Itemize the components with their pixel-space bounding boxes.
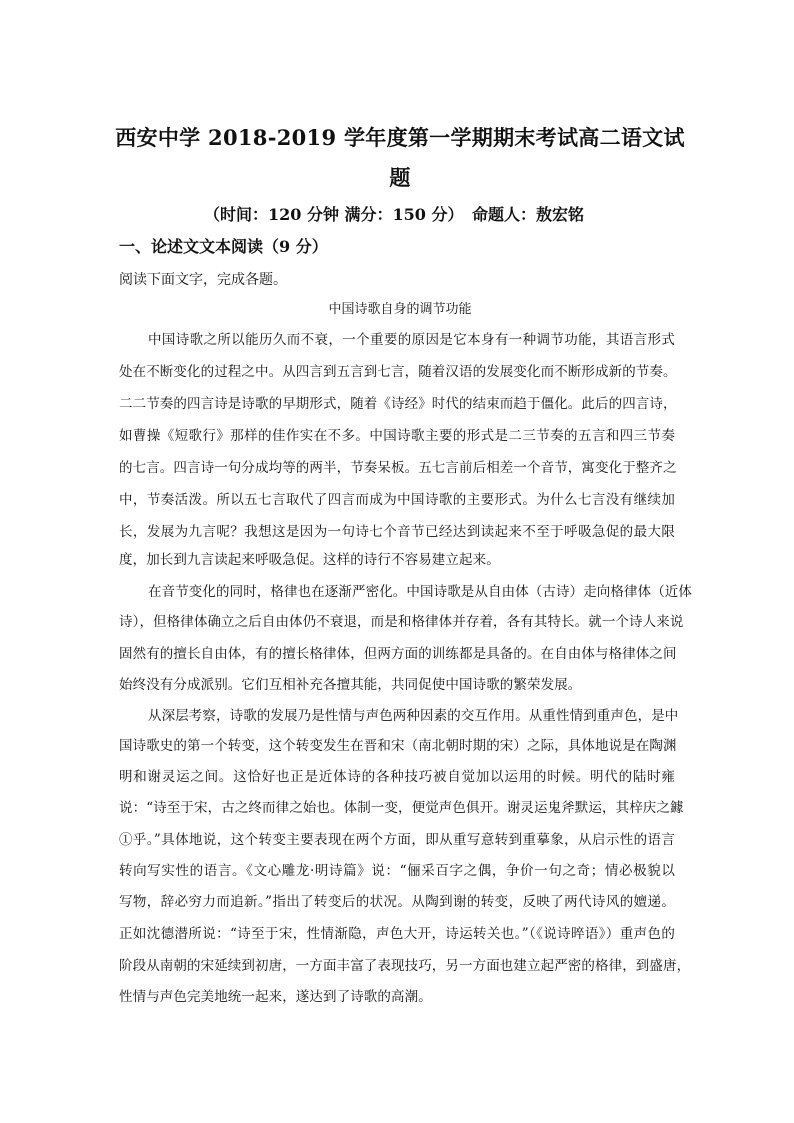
article-line: 长，发展为九言呢？我想这是因为一句诗七个音节已经达到读起来不至于呼吸急促的最大限 — [119, 524, 675, 540]
article-line: 中，节奏活泼。所以五七言取代了四言而成为中国诗歌的主要形式。为什么七言没有继续加 — [119, 492, 675, 508]
article-line: 度，加长到九言读起来呼吸急促。这样的诗行不容易建立起来。 — [119, 552, 500, 568]
article-line: 转向写实性的语言。《文心雕龙·明诗篇》说：“俪采百字之偶，争价一句之奇；情必极貌以 — [119, 863, 675, 879]
article-line: 写物，辞必穷力而追新。”指出了转变后的状况。从陶到谢的转变，反映了两代诗风的嬗递。 — [119, 894, 675, 910]
author-info: 命题人：敖宏铭 — [472, 205, 585, 224]
article-line: 性情与声色完美地统一起来，遂达到了诗歌的高潮。 — [119, 989, 432, 1005]
article-line: 说：“诗至于宋，古之终而律之始也。体制一变，便觉声色俱开。谢灵运鬼斧默运，其梓庆之鐻 — [119, 800, 684, 816]
article-line: 始终没有分成派别。它们互相补充各擅其能，共同促使中国诗歌的繁荣发展。 — [119, 677, 582, 693]
article-line: 如曹操《短歌行》那样的佳作实在不多。中国诗歌主要的形式是二三节奏的五言和四三节奏 — [119, 428, 675, 444]
exam-title-line-1: 西安中学 2018-2019 学年度第一学期期末考试高二语文试 — [115, 125, 685, 150]
time-score-info: （时间：120 分钟 满分：150 分） — [204, 205, 464, 224]
article-line: 处在不断变化的过程之中。从四言到五言到七言，随着汉语的发展变化而不断形成新的节奏。 — [119, 364, 677, 380]
article-line: 中国诗歌之所以能历久而不衰，一个重要的原因是它本身有一种调节功能，其语言形式 — [148, 332, 675, 348]
article-line: 二二节奏的四言诗是诗歌的早期形式，随着《诗经》时代的结束而趋于僵化。此后的四言诗， — [119, 396, 677, 412]
article-line: 在音节变化的同时，格律也在逐渐严密化。中国诗歌是从自由体（古诗）走向格律体（近体 — [148, 584, 692, 600]
article-line: 阶段从南朝的宋延续到初唐，一方面丰富了表现技巧，另一方面也建立起严密的格律，到盛唐， — [119, 958, 691, 974]
article-line: 正如沈德潜所说：“诗至于宋，性情渐隐，声色大开，诗运转关也。”（《说诗晬语》）重声色的 — [119, 926, 675, 942]
article-line: 从深层考察，诗歌的发展乃是性情与声色两种因素的交互作用。从重性情到重声色，是中 — [148, 708, 679, 724]
article-line: 国诗歌史的第一个转变，这个转变发生在晋和宋（南北朝时期的宋）之际，具体地说是在陶渊 — [119, 738, 677, 754]
article-line: 固然有的擅长自由体，有的擅长格律体，但两方面的训练都是具备的。在自由体与格律体之间 — [119, 646, 677, 662]
section-instruction: 阅读下面文字，完成各题。 — [119, 271, 287, 287]
article-line: 的七言。四言诗一句分成均等的两半，节奏呆板。五七言前后相差一个音节，寓变化于整齐之 — [119, 460, 677, 476]
article-line: 诗），但格律体确立之后自由体仍不衰退，而是和格律体并存着，各有其特长。就一个诗人来说 — [119, 614, 684, 630]
article-title: 中国诗歌自身的调节功能 — [328, 302, 472, 317]
article-line: ①乎。”具体地说，这个转变主要表现在两个方面，即从重写意转到重摹象，从启示性的语言 — [119, 832, 675, 848]
article-line: 明和谢灵运之间。这恰好也正是近体诗的各种技巧被自觉加以运用的时候。明代的陆时雍 — [119, 769, 675, 785]
section-heading: 一、论述文文本阅读（9 分） — [119, 237, 328, 256]
exam-title-line-2: 题 — [389, 165, 411, 190]
